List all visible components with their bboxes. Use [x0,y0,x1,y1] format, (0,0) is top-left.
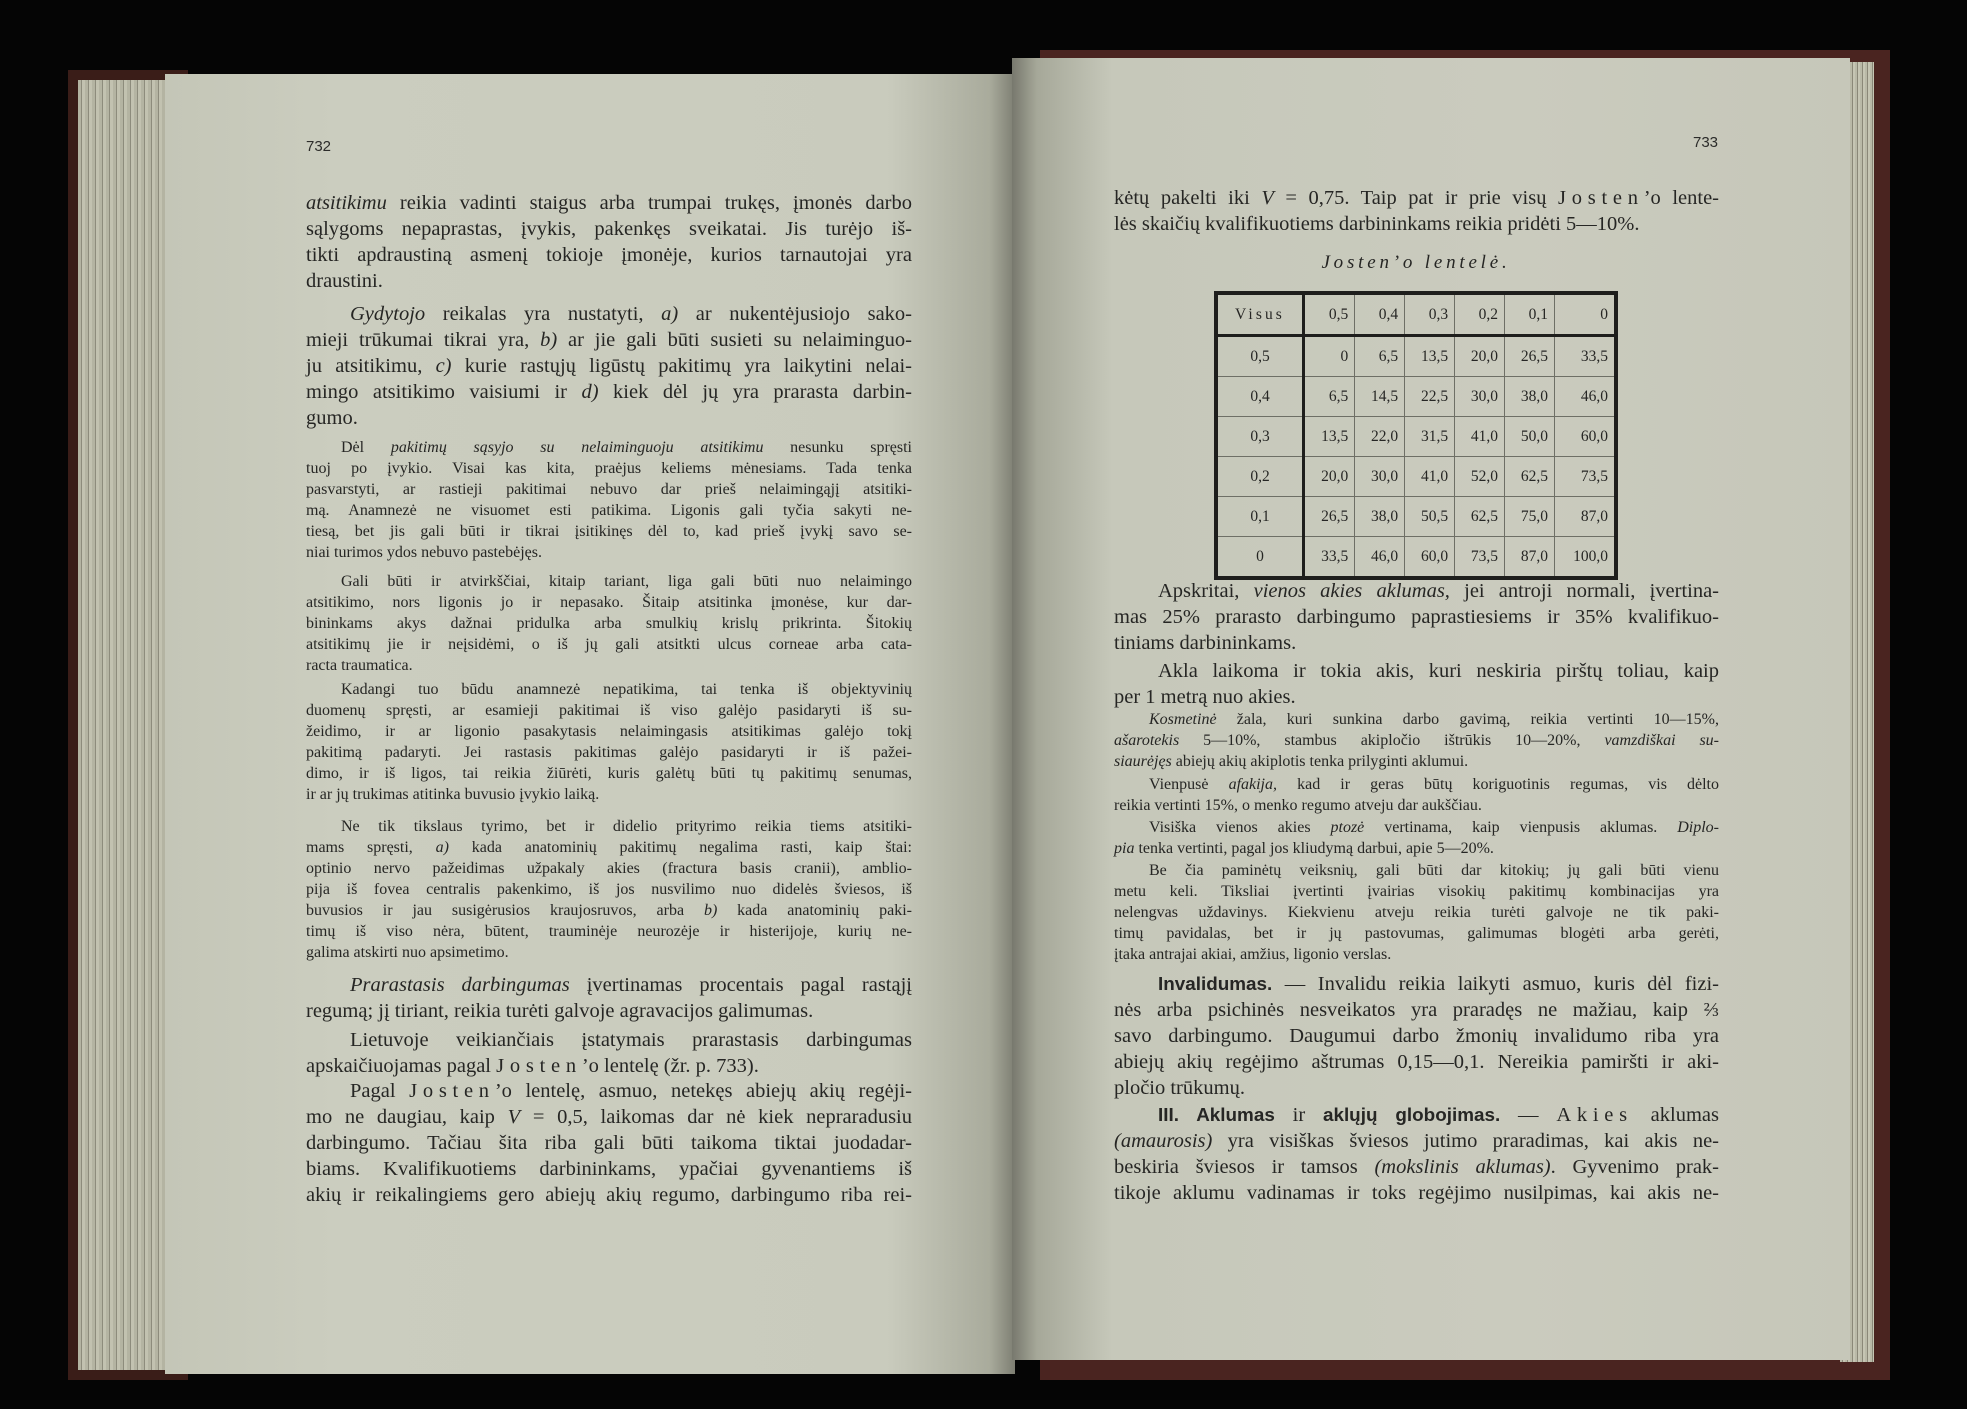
header-cell: 0,5 [1304,293,1355,336]
text-run: mams spręsti, [306,839,436,856]
text-run: kada anatominių pakitimų negalima rasti, kaip štai: [448,839,912,856]
italic-text: pia [1114,840,1135,857]
italic-text: Gydytojo [350,303,426,325]
table-cell: 31,5 [1405,417,1455,457]
text-line: žeidimo, ir ar ligonio pasakytasis nelaimingasis atsitikimas galėjo tokį [306,723,912,740]
table-row [1216,497,1616,537]
text-run: ’o lente- [1643,187,1719,209]
text-line: gumo. [306,407,358,429]
table-cell: 22,0 [1355,417,1405,457]
table-cell: 60,0 [1555,417,1617,457]
spaced-text: Akies [1556,1104,1633,1126]
table-row [1216,457,1616,497]
table-cell: 60,0 [1405,537,1455,579]
text-run: buvusios ir jau susigėrusios kraujosruvos, arba [306,902,704,919]
table-cell: 62,5 [1505,457,1555,497]
text-run: Visiška vienos akies [1149,819,1331,836]
text-line [306,837,912,858]
text-line: atsitikimo, nors ligonis jo ir nepasako. Šitaip atsitinka įmonėse, kur dar- [306,594,912,611]
text-line [306,1104,912,1130]
text-line: pasvarstyti, ar rastieji pakitimai nebuvo dar prieš nelaimingąjį atsitiki- [306,481,912,498]
header-cell: 0 [1555,293,1617,336]
text-run: ju atsitikimu, [306,355,436,377]
page-edges-left [78,80,178,1370]
table-cell: 14,5 [1355,377,1405,417]
table-cell: 20,0 [1304,457,1355,497]
text-line: duomenų spręsti, ar esamieji pakitimai iš viso galėjo pasidaryti iš su- [306,702,912,719]
italic-text: Diplo- [1677,819,1720,836]
table-cell: 46,0 [1555,377,1617,417]
table-cell: 13,5 [1304,417,1355,457]
text-line: akių ir reikalingiems gero abiejų akių regumo, darbingumo riba rei- [306,1184,912,1206]
text-run: vertinama, kaip vienpusis aklumas. [1364,819,1678,836]
text-line: sąlygoms nepaprastas, įvykis, pakenkęs sveikatai. Jis turėjo iš- [306,218,912,240]
text-line: lės skaičių kvalifikuotiems darbininkams reikia pridėti 5—10%. [1114,213,1640,235]
text-line: tikti apdraustiną asmenį tokioje įmonėje, kurios tarnautojai yra [306,244,912,266]
table-cell: 0 [1304,336,1355,377]
text-run: ’o lentelę, asmuo, netekęs abiejų akių regėji- [494,1080,913,1102]
table-cell: 62,5 [1455,497,1505,537]
text-run: aklumas [1632,1104,1719,1126]
table-cell: 75,0 [1505,497,1555,537]
text-line [1114,1154,1719,1180]
text-run: Pagal [350,1080,410,1102]
header-cell: 0,1 [1505,293,1555,336]
italic-text: Prarastasis darbingumas [350,974,570,996]
text-line: Kadangi tuo būdu anamnezė nepatikima, tai tenka iš objektyvinių [341,681,912,698]
text-run: abiejų akių akiplotis tenka prilyginti aklumui. [1171,753,1469,770]
text-run: Dėl [341,439,391,456]
text-line [1114,1102,1719,1128]
italic-text: ašarotekis [1114,732,1180,749]
text-line: nelengvas uždavinys. Kiekvienu atveju reikia turėti galvoje ne tik paki- [1114,904,1719,921]
table-row [1216,377,1616,417]
paragraph [306,679,912,805]
text-run: ar nukentėjusiojo sako- [678,303,912,325]
table-cell: 26,5 [1304,497,1355,537]
text-run: mieji trūkumai tikrai yra, [306,329,541,351]
josten-table [1214,291,1618,580]
text-line: pločio trūkumų. [1114,1077,1245,1099]
table-cell: 30,0 [1455,377,1505,417]
italic-text: b) [540,329,558,351]
text-line [306,437,912,458]
table-cell: 6,5 [1355,336,1405,377]
italic-text: siaurėjęs [1114,753,1172,770]
text-line [1114,817,1719,838]
text-line [1114,578,1719,604]
text-line: darbingumo. Tačiau šita riba gali būti taikoma tiktai juodadar- [306,1132,912,1154]
text-line: galima atskirti nuo apsimetimo. [306,944,509,961]
italic-text: (amaurosis) [1114,1130,1213,1152]
table-cell: 30,0 [1355,457,1405,497]
spaced-text: Josten [496,1055,582,1077]
table-cell: 50,5 [1405,497,1455,537]
text-run: kurie rastųjų ligūstų pakitimų yra laikytini nelai- [451,355,912,377]
italic-text: afakija, [1228,776,1277,793]
text-line: mas 25% prarasto darbingumo paprastiesiems ir 35% kvalifikuo- [1114,606,1719,628]
italic-text: Kosmetinė [1149,711,1217,728]
text-run: tenka vertinti, pagal jos kliudymą darbui, apie 5—20%. [1134,840,1494,857]
text-run: 5—10%, stambus akipločio ištrūkis 10—20%, [1179,732,1605,749]
paragraph [1114,774,1719,816]
text-line: tiniams darbininkams. [1114,632,1297,654]
text-line [1114,751,1719,772]
text-run: apskaičiuojamas pagal [306,1055,497,1077]
paragraph [1114,658,1719,710]
text-line: dimo, ir iš ligos, tai reikia žiūrėti, kuris galėtų būti tų pakitimų senumas, [306,765,912,782]
table-row [1216,537,1616,579]
paragraph [306,301,912,431]
table-cell: 38,0 [1355,497,1405,537]
text-line [306,353,912,379]
table-cell: 33,5 [1304,537,1355,579]
bold-heading: aklųjų globojimas. [1322,1104,1501,1125]
text-line: timų iš viso nėra, būtent, trauminėje neurozėje ir histerijoje, kurių ne- [306,923,912,940]
text-line: Lietuvoje veikiančiais įstatymais prarastasis darbingumas [350,1029,912,1051]
text-run: reikia vadinti staigus arba trumpai trukęs, įmonės darbo [386,192,912,214]
text-line: pakitimą padaryti. Jei rastasis pakitimas galėjo pasidaryti ir iš pažei- [306,744,912,761]
bold-heading: III. Aklumas [1158,1104,1275,1125]
text-line: tiesą, bet jis gali būti ir tikrai įsitikinęs dėl to, kad prieš įvykį savo se- [306,523,912,540]
text-run: Vienpusė [1149,776,1229,793]
text-run: kad ir geras būtų koriguotinis regumas, vis dėlto [1277,776,1720,793]
header-cell-visus: Visus [1216,293,1304,336]
text-line: Ne tik tikslaus tyrimo, bet ir didelio prityrimo reikia tiems atsitiki- [341,818,912,835]
text-line [1114,185,1719,211]
text-run: . Gyvenimo prak- [1550,1156,1720,1178]
text-run: Apskritai, [1158,580,1254,602]
header-cell: 0,2 [1455,293,1505,336]
text-line: regumą; jį tiriant, reikia turėti galvoje agravacijos galimumas. [306,1000,814,1022]
text-line [306,900,912,921]
row-header-cell: 0,4 [1216,377,1304,417]
paragraph [1114,971,1719,1101]
text-run: mingo atsitikimo vaisiumi ir [306,381,582,403]
paragraph [306,190,912,294]
text-run: įvertinamas procentais pagal rastąjį [569,974,912,996]
paragraph [1114,578,1719,656]
table-cell: 41,0 [1405,457,1455,497]
text-line: niai turimos ydos nebuvo pastebėjęs. [306,544,542,561]
text-line: racta traumatica. [306,657,413,674]
table-cell: 20,0 [1455,336,1505,377]
table-cell: 33,5 [1555,336,1617,377]
italic-text: a) [661,303,679,325]
text-line: biams. Kvalifikuotiems darbininkams, ypačiai gyvenantiems iš [306,1158,912,1180]
text-line: Be čia paminėtų veiksnių, gali būti dar kitokių; jų gali būti vienu [1149,862,1719,879]
italic-text: V [1261,187,1274,209]
text-run: kada anatominių paki- [717,902,913,919]
italic-text: b) [703,902,718,919]
header-cell: 0,3 [1405,293,1455,336]
table-cell: 22,5 [1405,377,1455,417]
text-line: ir ar jų trukimas atitinka buvusio įvykio laiką. [306,786,600,803]
text-line [1114,730,1719,751]
text-run: žala, kuri sunkina darbo gavimą, reikia vertinti 10—15%, [1216,711,1719,728]
text-run: nesunku spręsti [763,439,913,456]
paragraph [306,1078,912,1208]
text-run: kėtų pakelti iki [1114,187,1262,209]
table-cell: 87,0 [1555,497,1617,537]
table-row [1216,336,1616,377]
text-line [306,190,912,216]
text-run: jei antroji normali, įvertina- [1449,580,1720,602]
paragraph [306,1027,912,1079]
italic-text: a) [435,839,449,856]
spaced-text: Josten [409,1080,495,1102]
text-run: reikalas yra nustatyti, [425,303,662,325]
text-run: yra visiškas šviesos jutimo praradimas, kai akis ne- [1212,1130,1719,1152]
paragraph [306,972,912,1024]
italic-text: vienos akies aklumas, [1253,580,1450,602]
table-cell: 50,0 [1505,417,1555,457]
paragraph [1114,709,1719,772]
table-cell: 100,0 [1555,537,1617,579]
table-cell: 13,5 [1405,336,1455,377]
text-line [306,1078,912,1104]
table-row [1216,417,1616,457]
row-header-cell: 0,1 [1216,497,1304,537]
text-line: tuoj po įvykio. Visai kas kita, praėjus keliems mėnesiams. Tada tenka [306,460,912,477]
text-line [1114,774,1719,795]
row-header-cell: 0,3 [1216,417,1304,457]
text-line: per 1 metrą nuo akies. [1114,686,1296,708]
text-run: ’o lentelę (žr. p. 733). [581,1055,759,1077]
text-line: mą. Anamnezė ne visuomet esti patikima. Ligonis gali tyčia sakyti ne- [306,502,912,519]
row-header-cell: 0,2 [1216,457,1304,497]
text-run: — Invalidu reikia laikyti asmuo, kuris dėl fizi- [1272,973,1719,995]
text-line: Gali būti ir atvirkščiai, kitaip tariant, liga gali būti nuo nelaimingo [341,573,912,590]
table-cell: 26,5 [1505,336,1555,377]
text-line: pija iš fovea centralis pakenkimo, iš jos nusvilimo nuo didelės šviesos, iš [306,881,912,898]
text-line: savo darbingumo. Daugumui darbo žmonių invalidumo riba yra [1114,1025,1719,1047]
text-run: ir [1274,1104,1323,1126]
table-header-row [1216,293,1616,336]
paragraph [306,437,912,563]
text-line [306,972,912,998]
table-cell: 87,0 [1505,537,1555,579]
text-line [306,1053,912,1079]
text-run: — [1500,1104,1557,1126]
text-run: mo ne daugiau, kaip [306,1106,508,1128]
row-header-cell: 0 [1216,537,1304,579]
table-cell: 73,5 [1455,537,1505,579]
italic-text: (mokslinis aklumas) [1374,1156,1551,1178]
table-caption: Josten’o lentelė. [1321,252,1511,273]
paragraph [1114,817,1719,859]
italic-text: d) [581,381,599,403]
row-header-cell: 0,5 [1216,336,1304,377]
text-line [1114,1128,1719,1154]
text-line: reikia vertinti 15%, o menko regumo atveju dar aukščiau. [1114,797,1482,814]
text-line [1114,838,1719,859]
page-number-right: 733 [1693,134,1719,151]
text-line: optinio nervo pažeidimas užpakaly akies (fractura basis cranii), amblio- [306,860,912,877]
text-line: tikoje aklumu vadinamas ir toks regėjimo nusilpimas, kai akis ne- [1114,1182,1719,1204]
table-cell: 73,5 [1555,457,1617,497]
page-number-left: 732 [306,138,332,155]
text-run: beskiria šviesos ir tamsos [1114,1156,1375,1178]
italic-text: V [507,1106,521,1128]
text-line: Akla laikoma ir tokia akis, kuri neskiria pirštų toliau, kaip [1158,660,1719,682]
text-line: bininkams akys dažnai pridulka arba smulkių krislų prikrinta. Šitokių [306,615,912,632]
italic-text: pakitimų sąsyjo su nelaiminguoju atsitikimu [390,439,764,456]
text-line [1114,971,1719,997]
paragraph [1114,860,1719,965]
text-line: atsitikimų jie ir neįsidėmi, o iš jų gali atsitkti ulcus corneae arba cata- [306,636,912,653]
paragraph [1114,1102,1719,1206]
italic-text: ptozė [1330,819,1365,836]
paragraph [306,816,912,963]
text-line [1114,709,1719,730]
table-cell: 46,0 [1355,537,1405,579]
text-run: = 0,75. Taip pat ir prie visų [1273,187,1559,209]
text-run: kiek dėl jų yra prarasta darbin- [598,381,912,403]
text-line [306,379,912,405]
italic-text: atsitikimu [306,192,387,214]
text-line: nės arba psichinės nesveikatos yra praradęs ne mažiau, kaip ⅔ [1114,999,1719,1021]
text-line: abiejų akių regėjimo aštrumas 0,15—0,1. Nereikia pamiršti ir aki- [1114,1051,1719,1073]
text-line: draustini. [306,270,383,292]
text-run: ar jie gali būti susieti su nelaiminguo- [557,329,912,351]
text-line: įtaka antrajai akiai, amžius, ligonio verslas. [1114,946,1392,963]
header-cell: 0,4 [1355,293,1405,336]
text-run: = 0,5, laikomas dar nė kiek nepraradusiu [520,1106,913,1128]
table-cell: 6,5 [1304,377,1355,417]
table-cell: 38,0 [1505,377,1555,417]
text-line: metu keli. Tiksliai įvertinti įvairias visokių pakitimų kombinacijas yra [1114,883,1719,900]
text-line [306,301,912,327]
italic-text: vamzdiškai su- [1604,732,1720,749]
spaced-text: Josten [1558,187,1644,209]
table-cell: 52,0 [1455,457,1505,497]
paragraph [306,571,912,676]
paragraph [1114,185,1719,237]
italic-text: c) [435,355,452,377]
bold-heading: Invalidumas. [1158,973,1273,994]
table-cell: 41,0 [1455,417,1505,457]
text-line [306,327,912,353]
text-line: timų pavidalas, bet ir jų pastovumas, galimumas blogėti arba gerėti, [1114,925,1719,942]
